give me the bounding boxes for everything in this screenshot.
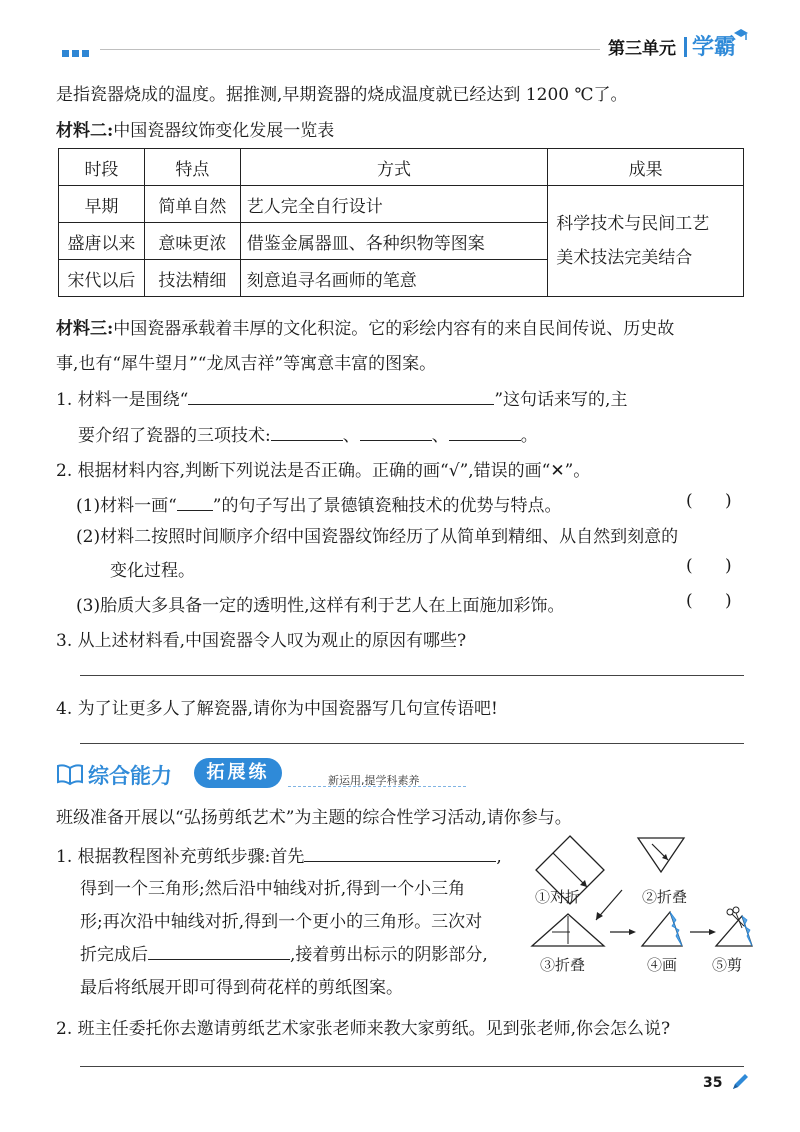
q3-text: 从上述材料看,中国瓷器令人叹为观止的原因有哪些? <box>77 631 467 651</box>
table-cell: 借鉴金属器皿、各种织物等图案 <box>240 223 548 260</box>
section-title: 综合能力 <box>88 764 172 788</box>
p1-line4-b: ,接着剪出标示的阴影部分, <box>290 945 488 965</box>
q2-s1-post: ”的句子写出了景德镇瓷釉技术的优势与特点。 <box>212 496 562 516</box>
q1-tech-blank-1[interactable] <box>271 427 343 441</box>
header-squares-decoration <box>62 42 92 62</box>
p1-line5: 最后将纸展开即可得到荷花样的剪纸图案。 <box>80 978 403 998</box>
p1-line4 <box>80 940 488 965</box>
material3-label: 材料三: <box>56 319 114 339</box>
q1-line2-text: 要介绍了瓷器的三项技术: <box>78 426 271 446</box>
q2-statement-2-cont: 变化过程。 <box>110 561 195 581</box>
table-cell: 意味更浓 <box>144 223 240 260</box>
judge-paren-3[interactable]: ( ) <box>686 591 732 611</box>
table-cell: 艺人完全自行设计 <box>240 186 548 223</box>
question-number: 1. <box>56 390 73 410</box>
table-header: 时段 <box>59 149 145 186</box>
q4-text: 为了让更多人了解瓷器,请你为中国瓷器写几句宣传语吧! <box>77 699 498 719</box>
q1-text-part1: 材料一是围绕“ <box>77 390 189 410</box>
step-3-triangle <box>532 914 604 946</box>
question-4 <box>56 694 498 719</box>
material2-heading <box>56 116 334 141</box>
p2-answer-line[interactable] <box>80 1066 744 1067</box>
q4-answer-line[interactable] <box>80 743 744 744</box>
p1-line3: 形;再次沿中轴线对折,得到一个更小的三角形。三次对 <box>80 912 483 932</box>
question-1 <box>56 385 627 410</box>
ceramic-pattern-table <box>58 148 744 297</box>
q1-tech-blank-2[interactable] <box>360 427 432 441</box>
q1-end: 。 <box>520 426 538 446</box>
q1-tech-blank-3[interactable] <box>449 427 521 441</box>
p1-line2: 得到一个三角形;然后沿中轴线对折,得到一个小三角 <box>80 879 466 899</box>
material3-line1 <box>56 314 674 339</box>
figure-label: ②折叠 <box>642 888 688 906</box>
table-header: 特点 <box>144 149 240 186</box>
q1-sep: 、 <box>431 426 449 446</box>
question-number: 3. <box>56 631 73 651</box>
section-subtitle: 新运用,提学科素养 <box>328 774 420 787</box>
activity-intro: 班级准备开展以“弘扬剪纸艺术”为主题的综合性学习活动,请你参与。 <box>56 808 572 828</box>
table-cell: 盛唐以来 <box>59 223 145 260</box>
p1-blank-1[interactable] <box>304 848 496 862</box>
q2-statement-3: (3)胎质大多具备一定的透明性,这样有利于艺人在上面施加彩饰。 <box>76 596 565 616</box>
figure-label: ①对折 <box>535 888 581 906</box>
p1-line1: 根据教程图补充剪纸步骤:首先 <box>77 847 305 867</box>
judge-paren-1[interactable]: ( ) <box>686 491 732 511</box>
table-cell: 早期 <box>59 186 145 223</box>
question-number: 1. <box>56 847 73 867</box>
step-4-drawn-triangle <box>642 912 682 946</box>
material2-label: 材料二: <box>56 121 114 141</box>
q3-answer-line[interactable] <box>80 675 744 676</box>
question-number: 2. <box>56 1019 73 1039</box>
header-rule <box>100 49 600 50</box>
open-book-icon <box>56 762 84 786</box>
page-number: 35 <box>703 1075 723 1091</box>
table-cell: 宋代以后 <box>59 260 145 297</box>
unit-title: 第三单元 <box>608 39 676 59</box>
q1-answer-blank[interactable] <box>188 391 494 405</box>
material1-tail: 是指瓷器烧成的温度。据推测,早期瓷器的烧成温度就已经达到 1200 ℃了。 <box>56 85 628 105</box>
question-number: 2. <box>56 461 73 481</box>
question-2 <box>56 456 590 481</box>
p1-line1-end: , <box>496 847 502 867</box>
table-cell: 刻意追寻名画师的笔意 <box>240 260 548 297</box>
table-result-cell <box>548 186 744 297</box>
result-line: 科学技术与民间工艺 <box>556 214 710 234</box>
table-header-row <box>59 149 744 186</box>
pencil-icon <box>730 1072 750 1092</box>
step-5-cut-triangle <box>716 907 752 946</box>
step-2-triangle <box>638 838 684 872</box>
paper-cut-question-2 <box>56 1014 670 1039</box>
q2-s1-pre: (1)材料一画“ <box>76 496 177 516</box>
section-header <box>56 758 756 790</box>
question-number: 4. <box>56 699 73 719</box>
figure-label: ④画 <box>647 956 678 974</box>
material2-title: 中国瓷器纹饰变化发展一览表 <box>113 121 335 141</box>
question-3 <box>56 626 466 651</box>
judge-paren-2[interactable]: ( ) <box>686 556 732 576</box>
page-header <box>0 24 800 64</box>
brand-logo: 学霸 <box>692 35 737 60</box>
graduation-cap-icon <box>733 28 749 42</box>
q2-statement-1 <box>76 491 561 516</box>
figure-label: ③折叠 <box>540 956 586 974</box>
table-header: 成果 <box>548 149 744 186</box>
q1-text-part2: ”这句话来写的,主 <box>494 390 628 410</box>
q2-s1-blank[interactable] <box>177 497 213 511</box>
table-row <box>59 186 744 223</box>
p1-blank-2[interactable] <box>148 946 290 960</box>
material3-text: 中国瓷器承载着丰厚的文化积淀。它的彩绘内容有的来自民间传说、历史故 <box>113 319 675 339</box>
header-divider <box>684 37 687 57</box>
q2-statement-2: (2)材料二按照时间顺序介绍中国瓷器纹饰经历了从简单到精细、从自然到刻意的 <box>76 527 679 547</box>
figure-label: ⑤剪 <box>712 956 743 974</box>
section-badge: 拓展练 <box>194 758 282 788</box>
q2-text: 根据材料内容,判断下列说法是否正确。正确的画“√”,错误的画“✕”。 <box>77 461 591 481</box>
q1-sep: 、 <box>342 426 360 446</box>
section-dash-line <box>288 786 466 787</box>
question-1-line2 <box>78 421 538 446</box>
paper-cut-question-1 <box>56 842 502 867</box>
table-cell: 简单自然 <box>144 186 240 223</box>
table-header: 方式 <box>240 149 548 186</box>
result-line: 美术技法完美结合 <box>556 248 693 268</box>
p2-text: 班主任委托你去邀请剪纸艺术家张老师来教大家剪纸。见到张老师,你会怎么说? <box>77 1019 671 1039</box>
table-cell: 技法精细 <box>144 260 240 297</box>
p1-line4-a: 折完成后 <box>80 945 148 965</box>
material3-line2: 事,也有“犀牛望月”“龙凤吉祥”等寓意丰富的图案。 <box>56 354 437 374</box>
